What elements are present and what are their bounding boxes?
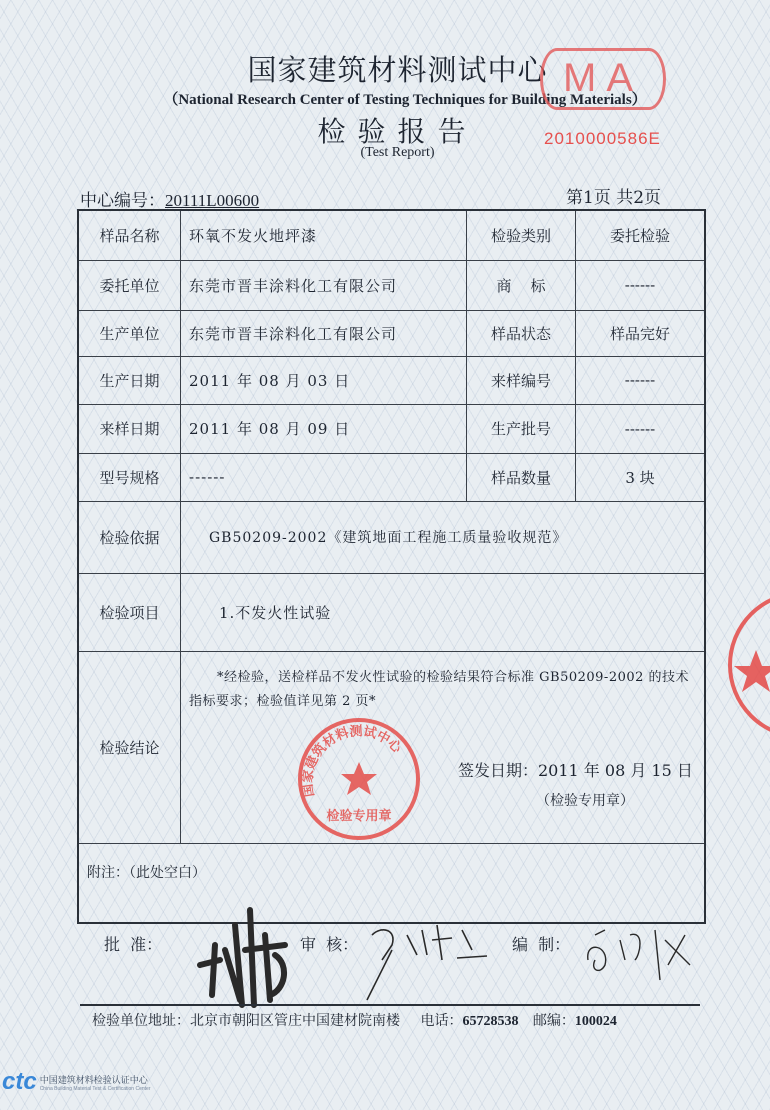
- field-label: 委托单位: [78, 260, 181, 310]
- ma-number: 2010000586E: [544, 129, 661, 148]
- report-title-en: (Test Report): [360, 145, 435, 160]
- field-value: 样品完好: [576, 310, 706, 356]
- reviewer-signature: [362, 920, 492, 1005]
- field-label: 生产日期: [78, 356, 181, 404]
- notes: 附注：（此处空白）: [78, 843, 705, 923]
- seal-ring-text: 国家建筑材料测试中心: [300, 723, 405, 798]
- field-label: 样品数量: [467, 453, 576, 501]
- ctc-logo-en: China Building Material Test & Certification Center: [39, 1085, 151, 1092]
- seal-star-icon: [341, 762, 377, 795]
- report-title-cn: 检验报告: [317, 115, 478, 148]
- partial-seal: [722, 580, 770, 750]
- field-label: 样品名称: [78, 210, 181, 260]
- items-label: 检验项目: [78, 573, 181, 651]
- table-row: [78, 843, 705, 923]
- conclusion-text: *经检验，送检样品不发火性试验的检验结果符合标准 GB50209-2002 的技术指标要求；检验值详见第 2 页*: [189, 669, 690, 709]
- zip-value: 100024: [574, 1014, 617, 1029]
- table-row: [78, 453, 705, 501]
- official-seal: [296, 716, 422, 842]
- field-label: 生产批号: [467, 404, 576, 453]
- field-value: 委托检验: [576, 210, 706, 260]
- field-label: 检验类别: [467, 210, 576, 260]
- table-row: [78, 573, 705, 651]
- table-row: [78, 210, 705, 260]
- items-value: 1.不发火性试验: [181, 573, 706, 651]
- field-label: 型号规格: [78, 453, 181, 501]
- field-label: 样品状态: [467, 310, 576, 356]
- conclusion-cell: [181, 651, 706, 843]
- org-name-cn: 国家建筑材料测试中心: [247, 53, 548, 87]
- signature-row: [104, 932, 571, 955]
- table-row: [78, 356, 705, 404]
- field-value: ------: [181, 453, 467, 501]
- conclusion-label: 检验结论: [78, 651, 181, 843]
- org-name-en: （National Research Center of Testing Techniques for Building Materials）: [163, 92, 647, 108]
- compiler-signature: [580, 920, 700, 990]
- basis-label: 检验依据: [78, 501, 181, 573]
- field-label: 来样日期: [78, 404, 181, 453]
- table-row: [78, 651, 705, 843]
- report-table: [77, 209, 706, 924]
- approver-signature: [190, 905, 300, 1010]
- center-number: [80, 186, 259, 211]
- center-number-value: 20111L00600: [165, 191, 260, 210]
- seal-use-note: （检验专用章）: [536, 792, 634, 809]
- table-row: [78, 260, 705, 310]
- field-value: 3 块: [576, 453, 706, 501]
- seal-bottom-text: 检验专用章: [326, 808, 392, 824]
- field-value: ------: [576, 260, 706, 310]
- field-value: 东莞市晋丰涂料化工有限公司: [181, 260, 467, 310]
- table-row: [78, 404, 705, 453]
- basis-value: GB50209-2002《建筑地面工程施工质量验收规范》: [181, 501, 706, 573]
- table-row: [78, 501, 705, 573]
- field-label: 生产单位: [78, 310, 181, 356]
- phone-value: 65728538: [462, 1014, 519, 1029]
- compile-label: 编 制：: [512, 935, 571, 954]
- ctc-logo: [2, 1068, 150, 1096]
- field-value: 环氧不发火地坪漆: [181, 210, 467, 260]
- ctc-logo-cn: 中国建筑材料检验认证中心: [39, 1075, 148, 1086]
- ma-stamp: [540, 48, 666, 110]
- issue-date: 签发日期：2011 年 08 月 15 日: [458, 760, 693, 780]
- field-value: 东莞市晋丰涂料化工有限公司: [181, 310, 467, 356]
- field-value: 2011 年 08 月 09 日: [181, 404, 467, 453]
- footer-address: 检验单位地址：北京市朝阳区管庄中国建材院南楼: [92, 1013, 400, 1029]
- field-value: ------: [576, 356, 706, 404]
- approve-label: 批 准：: [104, 935, 163, 954]
- field-value: ------: [576, 404, 706, 453]
- page-info: 第1页 共2页: [566, 188, 662, 208]
- ctc-logo-mark: ctc: [2, 1068, 37, 1095]
- zip-label: 邮编：: [532, 1013, 575, 1029]
- field-label: 商 标: [467, 260, 576, 310]
- phone-label: 电话：: [420, 1013, 463, 1029]
- field-label: 来样编号: [467, 356, 576, 404]
- footer: [92, 1010, 617, 1030]
- review-label: 审 核：: [300, 935, 359, 954]
- footer-divider: [80, 1004, 700, 1006]
- field-value: 2011 年 08 月 03 日: [181, 356, 467, 404]
- center-number-label: 中心编号：: [80, 191, 165, 211]
- ma-stamp-text: MA: [563, 56, 643, 100]
- table-row: [78, 310, 705, 356]
